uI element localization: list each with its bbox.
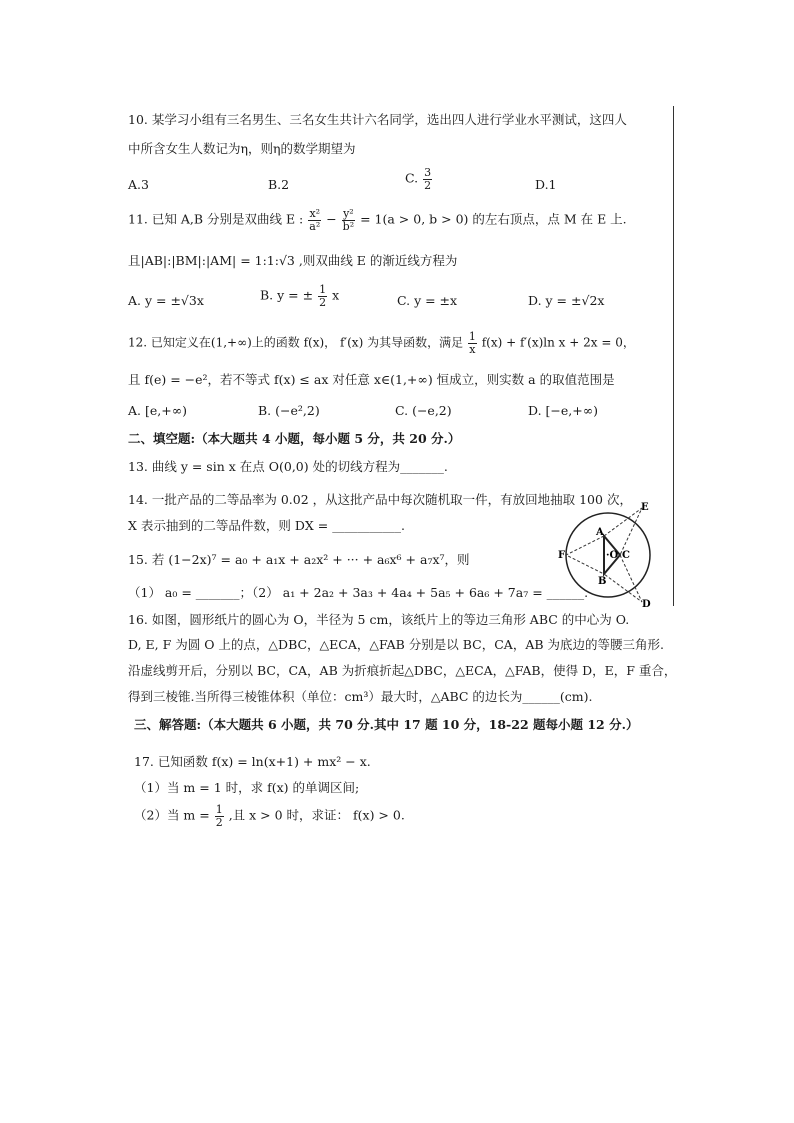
right-margin-rule <box>673 106 674 606</box>
q10-line2: 中所含女生人数记为η，则η的数学期望为 <box>128 141 356 156</box>
q11-b-den: 2 <box>319 295 327 309</box>
q11-fraction-x <box>308 208 321 232</box>
label-b: B <box>598 576 607 587</box>
q15-line1: 15. 若 (1−2x)⁷ = a₀ + a₁x + a₂x² + ··· + a₆x⁶ + a₇x⁷，则 <box>128 552 470 567</box>
label-f: F <box>558 550 566 561</box>
q11-b-prefix: B. y = ± <box>260 287 314 303</box>
q11-option-b <box>260 284 339 308</box>
q12-option-a: A. [e,+∞) <box>128 403 187 418</box>
q16-line2: D, E, F 为圆 O 上的点，△DBC，△ECA，△FAB 分别是以 BC，CA，AB 为底边的等腰三角形. <box>128 637 664 652</box>
q11-b-fraction <box>318 284 327 308</box>
q10-option-d: D.1 <box>535 177 557 192</box>
q11-minus: − <box>322 211 341 227</box>
section-fill-in-title: 二、填空题:（本大题共 4 小题，每小题 5 分，共 20 分.） <box>128 431 461 446</box>
q12-line2: 且 f(e) = −e²，若不等式 f(x) ≤ ax 对任意 x∈(1,+∞) 恒成立，则实数 a 的取值范围是 <box>128 372 615 387</box>
q12-prefix: 12. 已知定义在(1,+∞)上的函数 f(x)， f′(x) 为其导函数，满足 <box>128 335 464 350</box>
q17-fraction <box>215 804 224 828</box>
q16-line3: 沿虚线剪开后，分别以 BC，CA，AB 为折痕折起△DBC，△ECA，△FAB，使得 D，E，F 重合， <box>128 663 677 678</box>
q12-option-b: B. (−e²,2) <box>258 403 320 418</box>
q12-fraction <box>468 331 477 355</box>
q17-line1: 17. 已知函数 f(x) = ln(x+1) + mx² − x. <box>134 754 371 769</box>
q15-line2: （1） a₀ = _______；（2） a₁ + 2a₂ + 3a₃ + 4a₄ + 5a₅ + 6a₆ + 7a₇ = ______. <box>128 585 589 600</box>
q12-frac-num: 1 <box>468 330 476 343</box>
q17-frac-num: 1 <box>215 803 223 816</box>
q11-f1-num: x² <box>309 207 321 220</box>
q12-line1 <box>128 331 635 355</box>
q11-line2: 且|AB|:|BM|:|AM| = 1:1:√3 ,则双曲线 E 的渐近线方程为 <box>128 253 458 268</box>
q12-option-c: C. (−e,2) <box>395 403 452 418</box>
q16-figure <box>558 500 658 610</box>
q11-f1-den: a² <box>309 219 321 233</box>
q12-frac-den: x <box>469 342 476 356</box>
q11-option-d: D. y = ±√2x <box>528 293 605 308</box>
q11-option-c: C. y = ±x <box>397 293 458 308</box>
q11-b-suffix: x <box>332 287 340 303</box>
q10-option-c <box>405 167 433 191</box>
q11-suffix: = 1(a > 0, b > 0) 的左右顶点，点 M 在 E 上. <box>360 211 627 227</box>
q11-f2-num: y² <box>343 207 354 220</box>
q10-c-denominator: 2 <box>424 178 432 192</box>
q10-line1: 10. 某学习小组有三名男生、三名女生共计六名同学，选出四人进行学业水平测试，这四人 <box>128 112 627 127</box>
q11-prefix: 11. 已知 A,B 分别是双曲线 E : <box>128 211 304 227</box>
q14-line2: X 表示抽到的二等品件数，则 DX = ___________. <box>128 518 405 533</box>
q12-option-d: D. [−e,+∞) <box>528 403 599 418</box>
q13: 13. 曲线 y = sin x 在点 O(0,0) 处的切线方程为_______. <box>128 459 448 474</box>
q12-suffix: f(x) + f′(x)ln x + 2x = 0， <box>481 335 635 350</box>
q11-line1 <box>128 208 627 232</box>
label-a: A <box>596 527 604 538</box>
q17-line3-prefix: （2）当 m = <box>134 807 210 823</box>
label-c: C <box>622 550 630 561</box>
q10-option-b: B.2 <box>268 177 290 192</box>
section-answer-title: 三、解答题:（本大题共 6 小题，共 70 分.其中 17 题 10 分，18-22 题每小题 12 分.） <box>134 717 639 732</box>
q11-b-num: 1 <box>319 283 327 296</box>
q11-option-a: A. y = ±√3x <box>128 293 204 308</box>
label-d: D <box>642 599 651 610</box>
q16-line1: 16. 如图，圆形纸片的圆心为 O，半径为 5 cm，该纸片上的等边三角形 ABC 的中心为 O. <box>128 612 630 627</box>
q11-f2-den: b² <box>342 219 355 233</box>
label-o: ·O <box>606 550 619 561</box>
q16-line4: 得到三棱锥.当所得三棱锥体积（单位：cm³）最大时，△ABC 的边长为______(cm). <box>128 689 593 704</box>
label-e: E <box>641 502 649 513</box>
dashed-fab <box>566 536 604 574</box>
q10-option-a: A.3 <box>128 177 149 192</box>
q10-option-c-prefix: C. <box>405 170 419 186</box>
q10-c-numerator: 3 <box>424 166 432 179</box>
q17-line2: （1）当 m = 1 时，求 f(x) 的单调区间; <box>134 780 360 795</box>
q17-line3 <box>134 804 405 828</box>
q11-fraction-y <box>342 208 355 232</box>
q14-line1: 14. 一批产品的二等品率为 0.02 ，从这批产品中每次随机取一件，有放回地抽取 100 次， <box>128 492 632 507</box>
q17-frac-den: 2 <box>215 815 223 829</box>
q10-option-c-fraction <box>423 167 432 191</box>
q17-line3-suffix: ,且 x > 0 时，求证： f(x) > 0. <box>228 807 405 823</box>
